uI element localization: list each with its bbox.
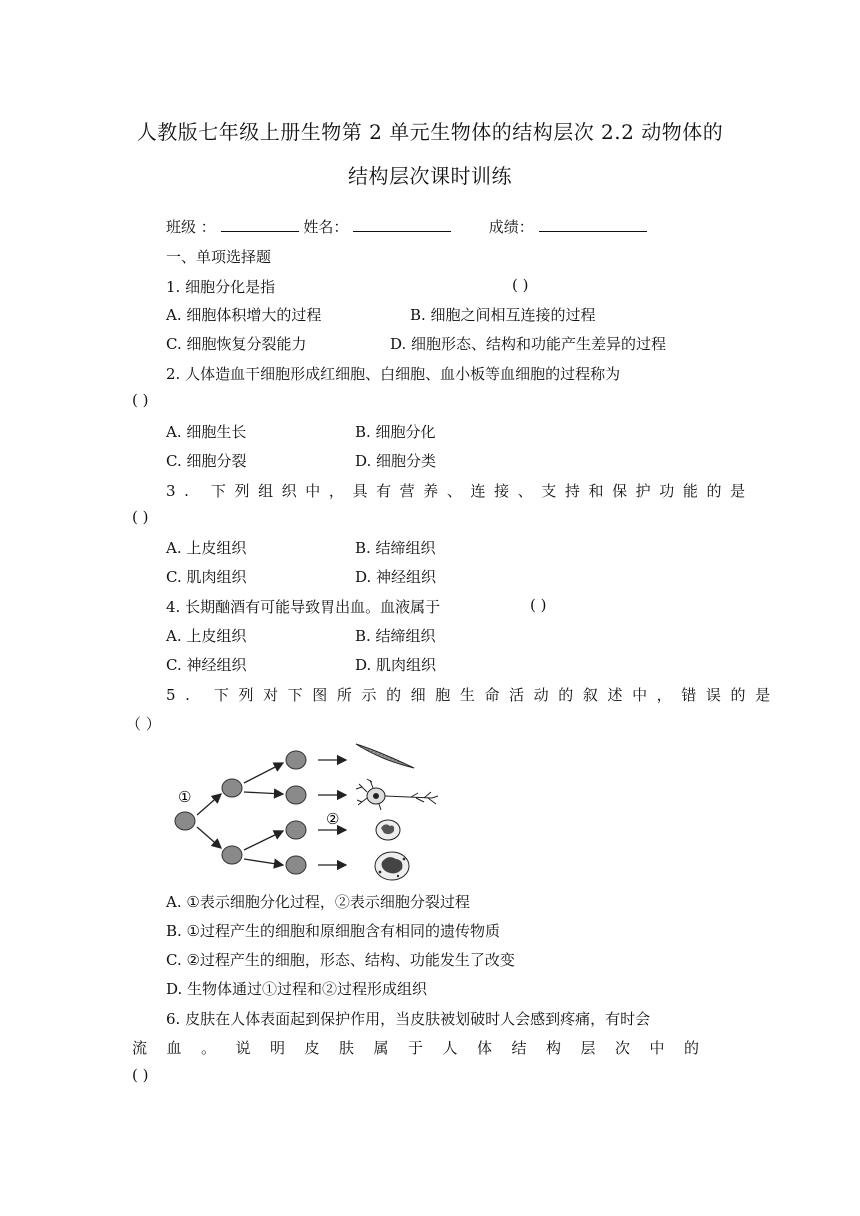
class-field[interactable] (221, 217, 299, 232)
name-field[interactable] (353, 217, 451, 232)
question-1-option-d[interactable]: D. 细胞形态、结构和功能产生差异的过程 (390, 335, 667, 353)
nerve-cell (356, 779, 438, 810)
question-6-stem-line1: 6. 皮肤在人体表面起到保护作用，当皮肤被划破时人会感到疼痛，有时会 (166, 1010, 651, 1028)
question-2-bracket: ( ) (132, 391, 149, 409)
arrow (244, 763, 283, 783)
arrow (197, 794, 221, 815)
blood-cell-large (375, 852, 409, 880)
question-1-option-c[interactable]: C. 细胞恢复分裂能力 (166, 335, 307, 353)
question-6-bracket: ( ) (132, 1066, 149, 1084)
question-1-stem: 1. 细胞分化是指 (166, 278, 276, 296)
arrow (244, 859, 283, 865)
question-3-option-a[interactable]: A. 上皮组织 (166, 539, 247, 557)
question-5-stem: 5. 下列对下图所示的细胞生命活动的叙述中，错误的是 (166, 686, 780, 704)
question-3-stem-text: 3. 下列组织中，具有营养、连接、支持和保护功能的是 (166, 482, 754, 500)
daughter-cell (286, 751, 306, 769)
question-3-bracket: ( ) (132, 508, 149, 526)
arrow (244, 792, 283, 794)
cell-division-differentiation-figure (166, 738, 446, 888)
question-5-option-d[interactable]: D. 生物体通过①过程和②过程形成组织 (166, 980, 428, 998)
question-2-option-b[interactable]: B. 细胞分化 (355, 423, 436, 441)
question-4-option-d[interactable]: D. 肌肉组织 (355, 656, 437, 674)
label-process-2: ② (326, 810, 340, 828)
daughter-cell (222, 846, 242, 864)
student-info-row (166, 216, 647, 237)
class-label: 班级 ： (166, 218, 216, 236)
question-2-option-d[interactable]: D. 细胞分类 (355, 452, 437, 470)
question-1-option-b[interactable]: B. 细胞之间相互连接的过程 (410, 306, 596, 324)
daughter-cell (286, 821, 306, 839)
question-3-stem (166, 480, 754, 501)
section-title: 一、单项选择题 (166, 248, 272, 266)
name-label: 姓名： (303, 218, 349, 236)
daughter-cell (286, 856, 306, 874)
question-1-bracket: ( ) (512, 276, 529, 294)
daughter-cell (286, 786, 306, 804)
document-title-line1: 人教版七年级上册生物第 2 单元生物体的结构层次 2.2 动物体的 (136, 120, 724, 144)
question-6-stem-line2: 流血。说明皮肤属于人体结构层次中的 (132, 1039, 719, 1057)
question-4-stem: 4. 长期酗酒有可能导致胃出血。血液属于 (166, 598, 441, 616)
question-3-option-d[interactable]: D. 神经组织 (355, 568, 437, 586)
arrow (197, 827, 221, 848)
daughter-cell (222, 779, 242, 797)
arrow (244, 831, 283, 850)
original-cell (175, 812, 195, 830)
question-4-option-c[interactable]: C. 神经组织 (166, 656, 247, 674)
question-2-option-a[interactable]: A. 细胞生长 (166, 423, 247, 441)
question-1-option-a[interactable]: A. 细胞体积增大的过程 (166, 306, 322, 324)
score-label: 成绩： (488, 218, 534, 236)
document-title-line2: 结构层次课时训练 (348, 164, 512, 188)
question-5-option-c[interactable]: C. ②过程产生的细胞，形态、结构、功能发生了改变 (166, 951, 515, 969)
question-5-bracket: （ ） (126, 715, 161, 733)
blood-cell-small (376, 820, 400, 840)
question-3-option-b[interactable]: B. 结缔组织 (355, 539, 436, 557)
label-process-1: ① (178, 788, 192, 806)
question-4-option-a[interactable]: A. 上皮组织 (166, 627, 247, 645)
question-2-stem: 2. 人体造血干细胞形成红细胞、白细胞、血小板等血细胞的过程称为 (166, 365, 621, 383)
score-field[interactable] (539, 217, 647, 232)
question-4-bracket: ( ) (530, 596, 547, 614)
muscle-cell (356, 744, 414, 768)
question-4-option-b[interactable]: B. 结缔组织 (355, 627, 436, 645)
question-3-option-c[interactable]: C. 肌肉组织 (166, 568, 247, 586)
question-2-option-c[interactable]: C. 细胞分裂 (166, 452, 247, 470)
question-5-option-a[interactable]: A. ①表示细胞分化过程，②表示细胞分裂过程 (166, 893, 470, 911)
question-5-option-b[interactable]: B. ①过程产生的细胞和原细胞含有相同的遗传物质 (166, 922, 501, 940)
